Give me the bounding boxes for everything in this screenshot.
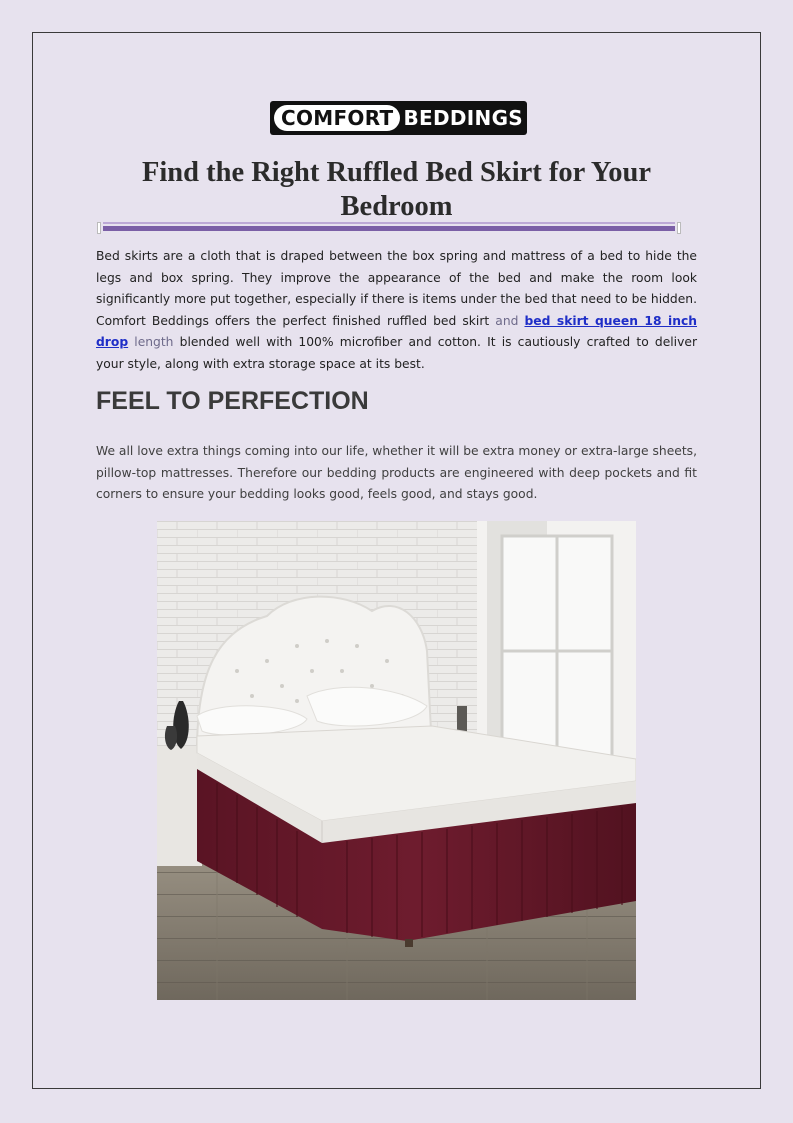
comfort-beddings-logo bbox=[270, 101, 527, 135]
page-title: Find the Right Ruffled Bed Skirt for Your Bedroom bbox=[141, 157, 652, 222]
logo-word-beddings: BEDDINGS bbox=[403, 106, 523, 130]
section-paragraph: We all love extra things coming into our life, whether it will be extra money or extra-large sheets, pillow-top mattresses. Therefore our bedding products are engineered with deep pockets and fit corners to ensure your bedding looks good, feels good, and stays good. bbox=[96, 444, 697, 501]
bed-skirt-queen-link[interactable]: bed skirt queen 18 inch drop bbox=[96, 313, 698, 349]
logo-word-comfort: COMFORT bbox=[274, 105, 401, 131]
title-divider bbox=[97, 222, 681, 234]
section-heading: FEEL TO PERFECTION bbox=[96, 387, 369, 415]
intro-text-d: blended well with 100% microfiber and cotton. It is cautiously crafted to deliver your style, along with extra storage space at its best. bbox=[96, 335, 697, 371]
intro-text-b: and bbox=[489, 313, 525, 328]
intro-paragraph bbox=[96, 246, 697, 375]
bedroom-photo bbox=[157, 521, 636, 1000]
intro-text-a: Bed skirts are a cloth that is draped between the box spring and mattress of a bed to hide the legs and box spring. They improve the appearance of the bed and make the room look significantly more put together, especially if there is items under the bed that need to be hidden. Comfort Beddings offers the perfect finished ruffled bed skirt bbox=[96, 249, 697, 328]
intro-text-c: length bbox=[128, 335, 174, 349]
